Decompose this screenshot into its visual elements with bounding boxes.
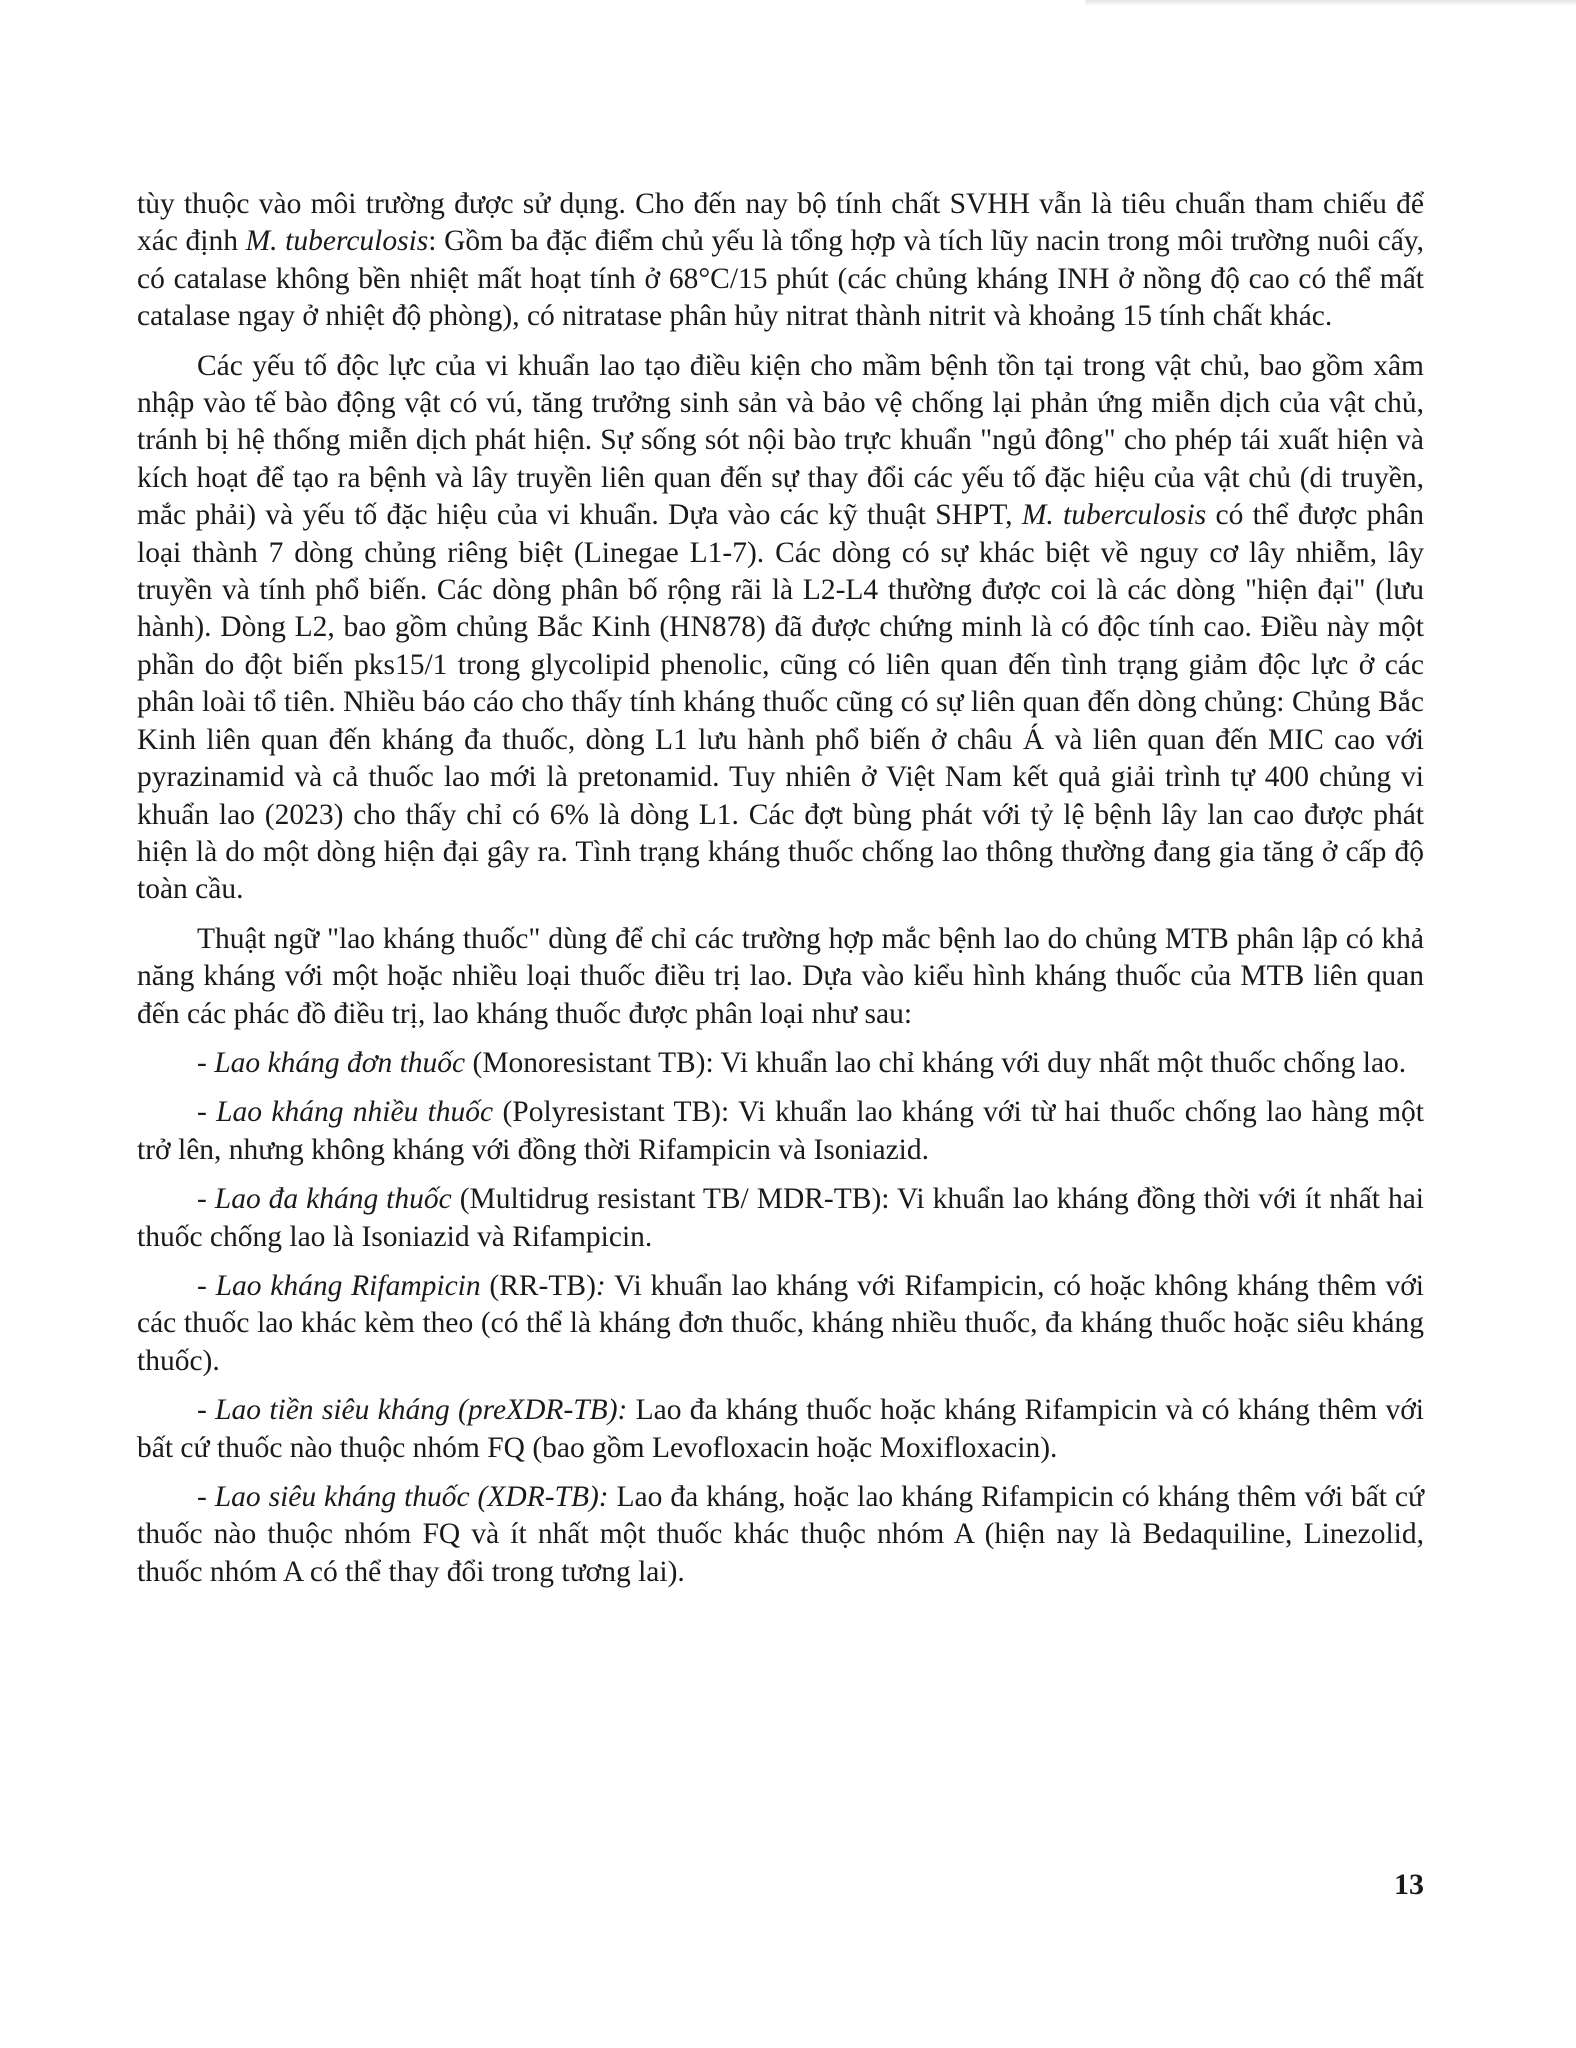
- text-run: có thể được phân loại thành 7 dòng chủng riêng biệt (Linegae L1-7). Các dòng có sự khác biệt về nguy cơ lây nhiễm, lây truyền và tính phổ biến. Các dòng phân bố rộng rãi là L2-L4 thường được coi là các dòng "hiện đại" (lưu hành). Dòng L2, bao gồm chủng Bắc Kinh (HN878) đã được chứng minh là có độc tính cao. Điều này một phần do đột biến pks15/1 trong glycolipid phenolic, cũng có liên quan đến tình trạng giảm độc lực ở các phân loài tổ tiên. Nhiều báo cáo cho thấy tính kháng thuốc cũng có sự liên quan đến dòng chủng: Chủng Bắc Kinh liên quan đến kháng đa thuốc, dòng L1 lưu hành phổ biến ở châu Á và liên quan đến MIC cao với pyrazinamid và cả thuốc lao mới là pretonamid. Tuy nhiên ở Việt Nam kết quả giải trình tự 400 chủng vi khuẩn lao (2023) cho thấy chỉ có 6% là dòng L1. Các đợt bùng phát với tỷ lệ bệnh lây lan cao được phát hiện là do một dòng hiện đại gây ra. Tình trạng kháng thuốc chống lao thông thường đang gia tăng ở cấp độ toàn cầu.: [137, 499, 1424, 906]
- text-run: Thuật ngữ "lao kháng thuốc" dùng để chỉ các trường hợp mắc bệnh lao do chủng MTB phân lập có khả năng kháng với một hoặc nhiều loại thuốc điều trị lao. Dựa vào kiểu hình kháng thuốc của MTB liên quan đến các phác đồ điều trị, lao kháng thuốc được phân loại như sau:: [137, 922, 1424, 1030]
- italic-run: M. tuberculosis: [1021, 499, 1207, 532]
- paragraph-virulence: [137, 348, 1424, 909]
- text-run: Các yếu tố độc lực của vi khuẩn lao tạo điều kiện cho mầm bệnh tồn tại trong vật chủ, bao gồm xâm nhập vào tế bào động vật có vú, tăng trưởng sinh sản và bảo vệ chống lại phản ứng miễn dịch của vật chủ, tránh bị hệ thống miễn dịch phát hiện. Sự sống sót nội bào trực khuẩn "ngủ đông" cho phép tái xuất hiện và kích hoạt để tạo ra bệnh và lây truyền liên quan đến sự thay đổi các yếu tố đặc hiệu của vật chủ (di truyền, mắc phải) và yếu tố đặc hiệu của vi khuẩn. Dựa vào các kỹ thuật SHPT,: [137, 349, 1424, 532]
- text-run: Lao đa kháng, hoặc lao kháng Rifampicin có kháng thêm với bất cứ thuốc nào thuộc nhóm FQ và ít nhất một thuốc khác thuộc nhóm A (hiện nay là Bedaquiline, Linezolid, thuốc nhóm A có thể thay đổi trong tương lai).: [137, 1481, 1425, 1588]
- list-item-prexdr: [137, 1392, 1424, 1467]
- text-run: -: [197, 1394, 216, 1427]
- list-item-polyresistant: [137, 1094, 1424, 1169]
- scan-edge-artifact: [1085, 0, 1576, 6]
- list-item-mdr: [137, 1181, 1424, 1256]
- text-run: (Polyresistant TB): Vi khuẩn lao kháng với từ hai thuốc chống lao hàng một trở lên, nhưng không kháng với đồng thời Rifampicin và Isoniazid.: [137, 1096, 1424, 1166]
- text-run: tùy thuộc vào môi trường được sử dụng. Cho đến nay bộ tính chất SVHH vẫn là tiêu chuẩn tham chiếu để xác định: [137, 188, 1424, 258]
- paragraph-definition: [137, 921, 1424, 1033]
- text-run: : Gồm ba đặc điểm chủ yếu là tổng hợp và tích lũy nacin trong môi trường nuôi cấy, có catalase không bền nhiệt mất hoạt tính ở 68°C/15 phút (các chủng kháng INH ở nồng độ cao có thể mất catalase ngay ở nhiệt độ phòng), có nitratase phân hủy nitrat thành nitrit và khoảng 15 tính chất khác.: [137, 225, 1424, 333]
- italic-run: Lao siêu kháng thuốc (XDR-TB):: [214, 1481, 609, 1513]
- text-run: Vi khuẩn lao kháng với Rifampicin, có hoặc không kháng thêm với các thuốc lao khác kèm theo (có thể là kháng đơn thuốc, kháng nhiều thuốc, đa kháng thuốc hoặc siêu kháng thuốc).: [137, 1269, 1424, 1377]
- page-body: [137, 186, 1424, 1603]
- italic-run: Lao kháng Rifampicin: [215, 1269, 481, 1302]
- text-run: -: [197, 1183, 215, 1216]
- text-run: Lao đa kháng thuốc hoặc kháng Rifampicin và có kháng thêm với bất cứ thuốc nào thuộc nhóm FQ (bao gồm Levofloxacin hoặc Moxifloxacin).: [137, 1394, 1424, 1464]
- italic-run: Lao đa kháng thuốc: [214, 1183, 452, 1216]
- list-item-rr: [137, 1268, 1424, 1380]
- page-number: 13: [1394, 1868, 1424, 1901]
- text-run: -: [197, 1481, 215, 1513]
- italic-run: Lao kháng nhiều thuốc: [216, 1096, 494, 1129]
- list-item-monoresistant: [137, 1045, 1424, 1082]
- italic-run: :: [595, 1269, 606, 1302]
- text-run: (Monoresistant TB): Vi khuẩn lao chỉ kháng với duy nhất một thuốc chống lao.: [465, 1046, 1407, 1079]
- text-run: -: [197, 1096, 217, 1129]
- text-run: -: [197, 1269, 216, 1302]
- text-run: -: [197, 1046, 215, 1079]
- paragraph-svhh: [137, 186, 1424, 336]
- italic-run: Lao tiền siêu kháng (preXDR-TB):: [215, 1394, 628, 1427]
- italic-run: Lao kháng đơn thuốc: [214, 1046, 466, 1079]
- list-item-xdr: [137, 1479, 1424, 1591]
- text-run: (Multidrug resistant TB/ MDR-TB): Vi khuẩn lao kháng đồng thời với ít nhất hai thuốc chống lao là Isoniazid và Rifampicin.: [137, 1183, 1425, 1253]
- text-run: (RR-TB): [480, 1269, 596, 1302]
- italic-run: M. tuberculosis: [245, 225, 429, 258]
